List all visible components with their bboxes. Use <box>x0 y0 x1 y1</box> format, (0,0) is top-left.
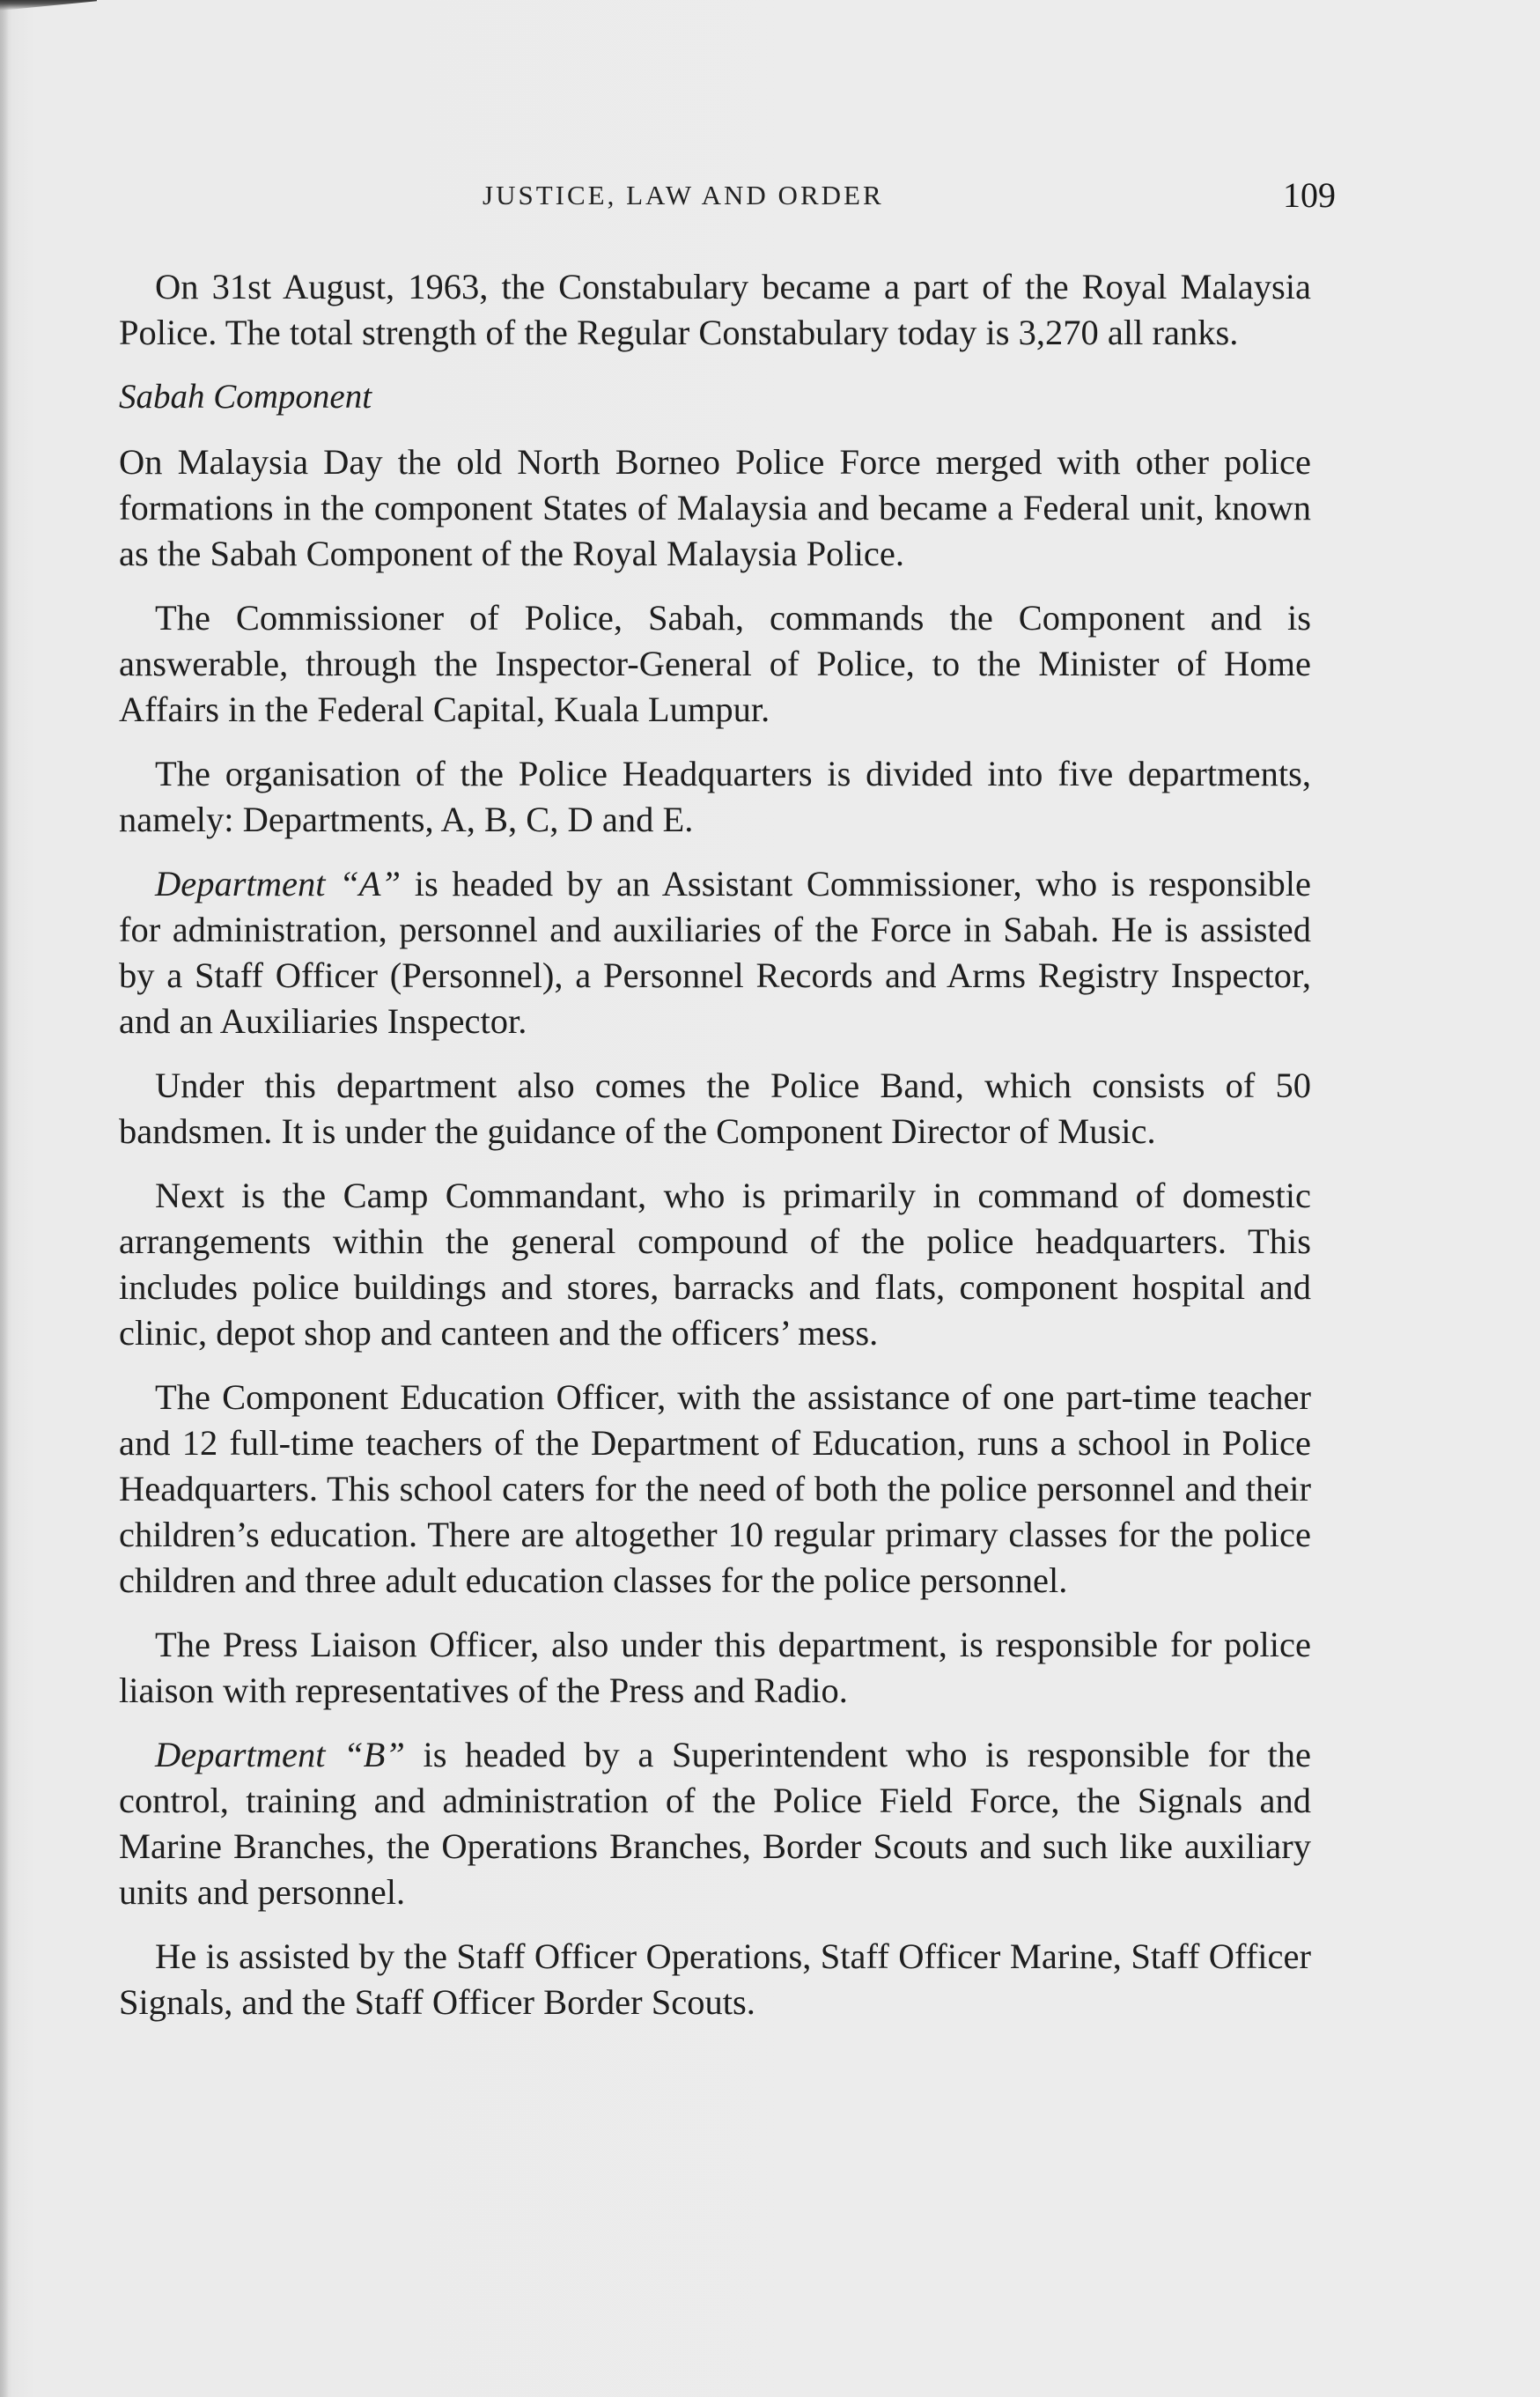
paragraph-camp-commandant: Next is the Camp Commandant, who is primarily in command of domestic arrangements within the general compound of the police headquarters. This includes police buildings and stores, barracks and flats, component hospital and clinic, depot shop and canteen and the officers’ mess. <box>119 1176 1311 1353</box>
paragraph-education-officer: The Component Education Officer, with the assistance of one part-time teacher and 12 full-time teachers of the Department of Education, runs a school in Police Headquarters. This school caters for the need of both the police personnel and their children’s education. There are altogether 10 regular primary classes for the police children and three adult education classes for the police personnel. <box>119 1377 1311 1600</box>
paragraph-press-liaison: The Press Liaison Officer, also under this department, is responsible for police liaison with representatives of the Press and Radio. <box>119 1625 1311 1710</box>
paragraph-staff-officers: He is assisted by the Staff Officer Operations, Staff Officer Marine, Staff Officer Signals, and the Staff Officer Border Scouts. <box>119 1936 1311 2022</box>
paragraph-department-a <box>119 861 1311 1044</box>
department-b-letter: “B” <box>343 1735 405 1774</box>
section-heading-sabah-component: Sabah Component <box>119 378 372 416</box>
department-b-text: is headed by a Superintendent who is responsible for the control, training and administration of the Police Field Force, the Signals and Marine Branches, the Operations Branches, Border Scouts and such like auxiliary units and personnel. <box>119 1735 1312 1912</box>
department-a-letter: “A” <box>339 864 401 903</box>
page-top-edge <box>0 0 97 11</box>
department-a-label: Department <box>155 864 326 903</box>
paragraph-malaysia-day: On Malaysia Day the old North Borneo Police Force merged with other police formations in the component States of Malaysia and became a Federal unit, known as the Sabah Component of the Royal Malaysia Police. <box>119 442 1311 573</box>
paragraph-organisation: The organisation of the Police Headquarters is divided into five departments, namely: Departments, A, B, C, D and E. <box>119 754 1311 839</box>
department-b-label: Department <box>155 1735 326 1774</box>
body-text <box>119 264 1311 2044</box>
paragraph-police-band: Under this department also comes the Police Band, which consists of 50 bandsmen. It is under the guidance of the Component Director of Music. <box>119 1066 1311 1151</box>
paragraph-department-b <box>119 1732 1311 1915</box>
running-head: JUSTICE, LAW AND ORDER <box>483 180 884 210</box>
department-a-text: is headed by an Assistant Commissioner, who is responsible for administration, personnel and auxiliaries of the Force in Sabah. He is assisted by a Staff Officer (Personnel), a Personnel Records and Arms Registry Inspector, and an Auxiliaries Inspector. <box>119 864 1312 1041</box>
page-number: 109 <box>1283 175 1336 215</box>
paragraph-commissioner: The Commissioner of Police, Sabah, commands the Component and is answerable, through the Inspector-General of Police, to the Minister of Home Affairs in the Federal Capital, Kuala Lumpur. <box>119 598 1311 729</box>
binding-shadow <box>0 0 9 2397</box>
paragraph-constabulary: On 31st August, 1963, the Constabulary became a part of the Royal Malaysia Police. The total strength of the Regular Constabulary today is 3,270 all ranks. <box>119 267 1311 352</box>
